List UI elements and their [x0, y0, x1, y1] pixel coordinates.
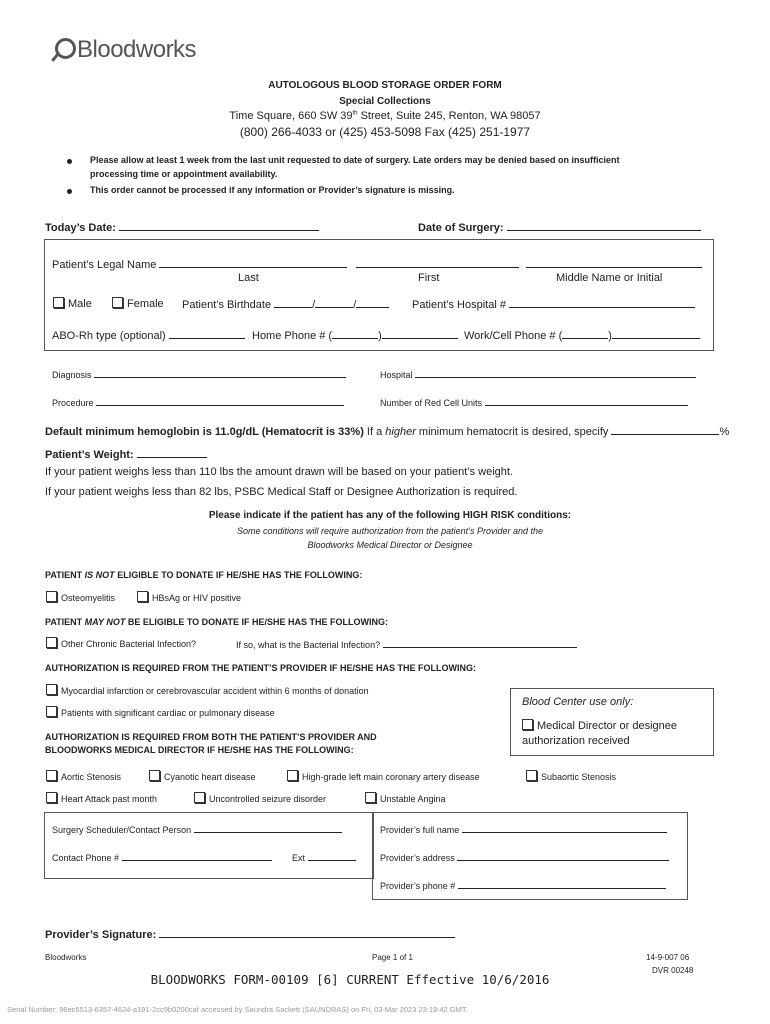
bacterial-infection-field[interactable]: If so, what is the Bacterial Infection? [236, 637, 577, 650]
surgery-date-field[interactable]: Date of Surgery: [418, 220, 701, 234]
cardiac-pulmonary-checkbox[interactable]: Patients with significant cardiac or pulmonary disease [46, 706, 275, 718]
birthdate-field[interactable]: Patient’s Birthdate / / [182, 297, 389, 311]
legal-name-field[interactable]: Patient’s Legal Name [52, 257, 347, 271]
form-subtitle: Special Collections [339, 96, 431, 107]
subaortic-stenosis-checkbox[interactable]: Subaortic Stenosis [526, 770, 616, 782]
seizure-disorder-checkbox[interactable]: Uncontrolled seizure disorder [194, 792, 326, 804]
female-checkbox[interactable]: Female [112, 297, 164, 310]
footer-org: Bloodworks [45, 953, 87, 962]
auth-both-heading-2: BLOODWORKS MEDICAL DIRECTOR IF HE/SHE HAS THE FOLLOWING: [45, 745, 354, 755]
scheduler-field[interactable]: Surgery Scheduler/Contact Person [52, 822, 342, 835]
procedure-field[interactable]: Procedure [52, 395, 344, 408]
form-number: BLOODWORKS FORM-00109 [6] CURRENT Effective 10/6/2016 [150, 972, 550, 987]
coronary-artery-checkbox[interactable]: High-grade left main coronary artery disease [287, 770, 480, 782]
weight-note-2: If your patient weighs less than 82 lbs, PSBC Medical Staff or Designee Authorization is required. [45, 486, 518, 498]
middle-caption: Middle Name or Initial [556, 272, 663, 284]
ext-field[interactable]: Ext [292, 850, 356, 863]
diagnosis-field[interactable]: Diagnosis [52, 367, 346, 380]
myocardial-checkbox[interactable]: Myocardial infarction or cerebrovascular accident within 6 months of donation [46, 684, 369, 696]
serial-number: Serial Number: 96ec6513-6357-4624-a191-2cc9b0200caf accessed by Saundra Sackett (SAUNDRAS) on Fri, 03 Mar 2023 23:19:42 GMT. [7, 1005, 468, 1014]
male-checkbox[interactable]: Male [53, 297, 92, 310]
notice-line-2: processing time or appointment availability. [90, 169, 278, 179]
may-not-heading: PATIENT MAY NOT BE ELIGIBLE TO DONATE IF HE/SHE HAS THE FOLLOWING: [45, 617, 389, 627]
magnifier-drop-icon [55, 38, 76, 59]
form-title: AUTOLOGOUS BLOOD STORAGE ORDER FORM [268, 80, 502, 91]
high-risk-heading: Please indicate if the patient has any of the following HIGH RISK conditions: [208, 510, 572, 521]
org-address: Time Square, 660 SW 39th Street, Suite 245, Renton, WA 98057 [229, 110, 541, 122]
blood-center-title: Blood Center use only: [522, 696, 634, 708]
weight-note-1: If your patient weighs less than 110 lbs the amount drawn will be based on your patient’s weight. [45, 466, 513, 478]
abo-field[interactable]: ABO-Rh type (optional) [52, 328, 245, 342]
auth-both-heading-1: AUTHORIZATION IS REQUIRED FROM BOTH THE PATIENT’S PROVIDER AND [45, 732, 377, 742]
bloodworks-logo: Bloodworks [55, 36, 196, 64]
home-phone-field[interactable]: Home Phone # ( ) [252, 328, 458, 342]
last-caption: Last [238, 272, 259, 284]
aortic-stenosis-checkbox[interactable]: Aortic Stenosis [46, 770, 121, 782]
authorization-received-label: authorization received [522, 735, 630, 747]
provider-phone-field[interactable]: Provider’s phone # [380, 878, 666, 891]
org-phones: (800) 266-4033 or (425) 453-5098 Fax (425) 251-1977 [239, 125, 531, 139]
osteomyelitis-checkbox[interactable]: Osteomyelitis [46, 591, 115, 603]
first-caption: First [418, 272, 440, 284]
weight-field[interactable]: Patient’s Weight: [45, 447, 207, 461]
footer-code-1: 14-9-007 06 [646, 953, 690, 962]
provider-signature-field[interactable]: Provider’s Signature: [45, 927, 455, 941]
red-cell-units-field[interactable]: Number of Red Cell Units [380, 395, 688, 408]
high-risk-sub-1: Some conditions will require authorization from the patient’s Provider and the [237, 526, 543, 536]
auth-provider-heading: AUTHORIZATION IS REQUIRED FROM THE PATIENT’S PROVIDER IF HE/SHE HAS THE FOLLOWING: [45, 663, 477, 673]
footer-page: Page 1 of 1 [372, 953, 413, 962]
provider-name-field[interactable]: Provider’s full name [380, 822, 667, 835]
provider-address-field[interactable]: Provider’s address [380, 850, 669, 863]
hematocrit-input[interactable] [611, 424, 719, 435]
bullet-icon [67, 159, 72, 164]
notice-line-3: This order cannot be processed if any information or Provider’s signature is missing. [90, 185, 455, 195]
hospital-number-field[interactable]: Patient’s Hospital # [412, 297, 695, 311]
work-phone-field[interactable]: Work/Cell Phone # ( ) [464, 328, 700, 342]
middle-name-line[interactable] [526, 257, 702, 268]
bacterial-infection-checkbox[interactable]: Other Chronic Bacterial Infection? [46, 637, 196, 649]
not-eligible-heading: PATIENT IS NOT ELIGIBLE TO DONATE IF HE/SHE HAS THE FOLLOWING: [45, 570, 363, 580]
bullet-icon [67, 189, 72, 194]
heart-attack-checkbox[interactable]: Heart Attack past month [46, 792, 157, 804]
footer-code-2: DVR 00248 [652, 966, 694, 975]
unstable-angina-checkbox[interactable]: Unstable Angina [365, 792, 446, 804]
todays-date-field[interactable]: Today’s Date: [45, 220, 319, 234]
cyanotic-heart-checkbox[interactable]: Cyanotic heart disease [149, 770, 256, 782]
hbsag-hiv-checkbox[interactable]: HBsAg or HIV positive [137, 591, 241, 603]
contact-phone-field[interactable]: Contact Phone # [52, 850, 272, 863]
hemoglobin-line: Default minimum hemoglobin is 11.0g/dL (Hematocrit is 33%) If a higher minimum hematocrit is desired, specify % [45, 426, 730, 438]
notice-line-1: Please allow at least 1 week from the last unit requested to date of surgery. Late orders may be denied based on insufficient [90, 155, 620, 165]
first-name-line[interactable] [356, 257, 519, 268]
high-risk-sub-2: Bloodworks Medical Director or Designee [307, 540, 473, 550]
medical-director-checkbox[interactable]: Medical Director or designee [522, 719, 677, 732]
clinical-hospital-field[interactable]: Hospital [380, 367, 696, 380]
